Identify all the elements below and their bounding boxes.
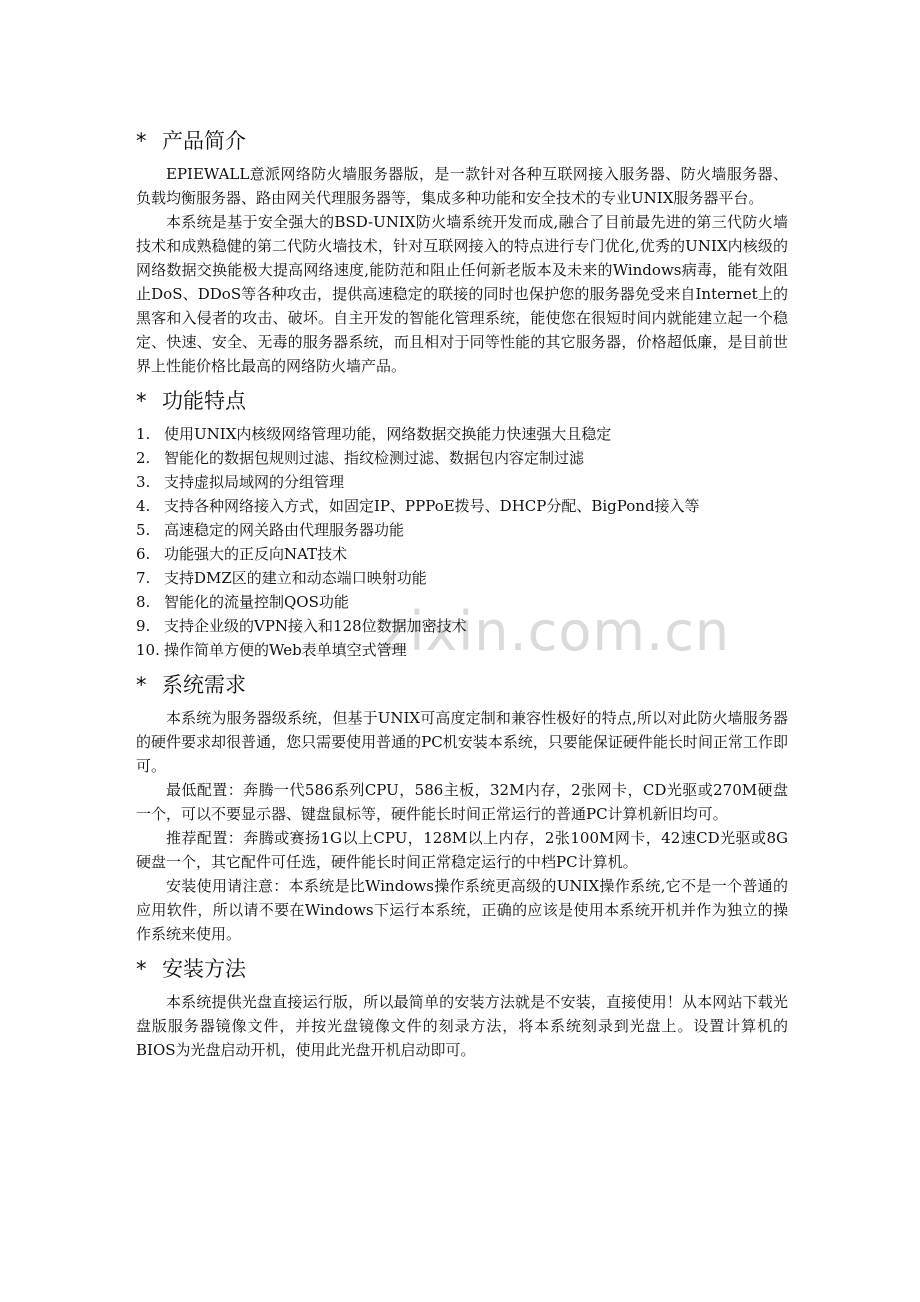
list-item: 1. 使用UNIX内核级网络管理功能，网络数据交换能力快速强大且稳定 xyxy=(136,425,612,443)
paragraph: 安装使用请注意：本系统是比Windows操作系统更高级的UNIX操作系统,它不是一个普通的应用软件，所以请不要在Windows下运行本系统，正确的应该是使用本系统开机并作为独立的操作系统来使用。 xyxy=(136,877,788,943)
list-item: 10. 操作简单方便的Web表单填空式管理 xyxy=(136,641,407,659)
list-item: 7. 支持DMZ区的建立和动态端口映射功能 xyxy=(136,569,427,587)
section-title: * 产品简介 xyxy=(136,126,788,156)
section-title: * 安装方法 xyxy=(136,954,788,984)
list-item: 6. 功能强大的正反向NAT技术 xyxy=(136,545,348,563)
list-item: 9. 支持企业级的VPN接入和128位数据加密技术 xyxy=(136,617,467,635)
bullet-star: * xyxy=(136,957,147,981)
watermark: zixin.com.cn xyxy=(380,600,731,663)
section-title: * 功能特点 xyxy=(136,386,788,416)
paragraph: 本系统是基于安全强大的BSD-UNIX防火墙系统开发而成,融合了目前最先进的第三代防火墙技术和成熟稳健的第二代防火墙技术，针对互联网接入的特点进行专门优化,优秀的UNIX内核级的网络数据交换能极大提高网络速度,能防范和阻止任何新老版本及未来的Windows病毒，能有效阻止DoS、DDoS等各种攻击，提供高速稳定的联接的同时也保护您的服务器免受来自Internet上的黑客和入侵者的攻击、破坏。自主开发的智能化管理系统，能使您在很短时间内就能建立起一个稳定、快速、安全、无毒的服务器系统，而且相对于同等性能的其它服务器，价格超低廉，是目前世界上性能价格比最高的网络防火墙产品。 xyxy=(136,213,788,375)
list-item: 2. 智能化的数据包规则过滤、指纹检测过滤、数据包内容定制过滤 xyxy=(136,449,585,467)
paragraph: 本系统提供光盘直接运行版，所以最简单的安装方法就是不安装，直接使用！从本网站下载光盘版服务器镜像文件，并按光盘镜像文件的刻录方法，将本系统刻录到光盘上。设置计算机的BIOS为光盘启动开机，使用此光盘开机启动即可。 xyxy=(136,993,788,1059)
section-title: * 系统需求 xyxy=(136,670,788,700)
list-item: 5. 高速稳定的网关路由代理服务器功能 xyxy=(136,521,405,539)
section-system-requirements xyxy=(136,670,788,946)
feature-list xyxy=(136,422,788,662)
paragraph: 推荐配置：奔腾或赛扬1G以上CPU，128M以上内存，2张100M网卡，42速CD光驱或8G硬盘一个，其它配件可任选，硬件能长时间正常稳定运行的中档PC计算机。 xyxy=(136,829,788,871)
section-installation xyxy=(136,954,788,1062)
list-item: 4. 支持各种网络接入方式，如固定IP、PPPoE拨号、DHCP分配、BigPond接入等 xyxy=(136,497,700,515)
section-features xyxy=(136,386,788,662)
list-item: 8. 智能化的流量控制QOS功能 xyxy=(136,593,349,611)
bullet-star: * xyxy=(136,673,147,697)
bullet-star: * xyxy=(136,389,147,413)
section-product-intro xyxy=(136,126,788,378)
paragraph: 最低配置：奔腾一代586系列CPU，586主板，32M内存，2张网卡，CD光驱或270M硬盘一个，可以不要显示器、键盘鼠标等，硬件能长时间正常运行的普通PC计算机新旧均可。 xyxy=(136,781,788,823)
paragraph: 本系统为服务器级系统，但基于UNIX可高度定制和兼容性极好的特点,所以对此防火墙服务器的硬件要求却很普通，您只需要使用普通的PC机安装本系统，只要能保证硬件能长时间正常工作即可。 xyxy=(136,709,788,775)
bullet-star: * xyxy=(136,129,147,153)
paragraph: EPIEWALL意派网络防火墙服务器版，是一款针对各种互联网接入服务器、防火墙服务器、负载均衡服务器、路由网关代理服务器等，集成多种功能和安全技术的专业UNIX服务器平台。 xyxy=(136,165,788,207)
document-body xyxy=(136,118,788,1062)
list-item: 3. 支持虚拟局域网的分组管理 xyxy=(136,473,345,491)
